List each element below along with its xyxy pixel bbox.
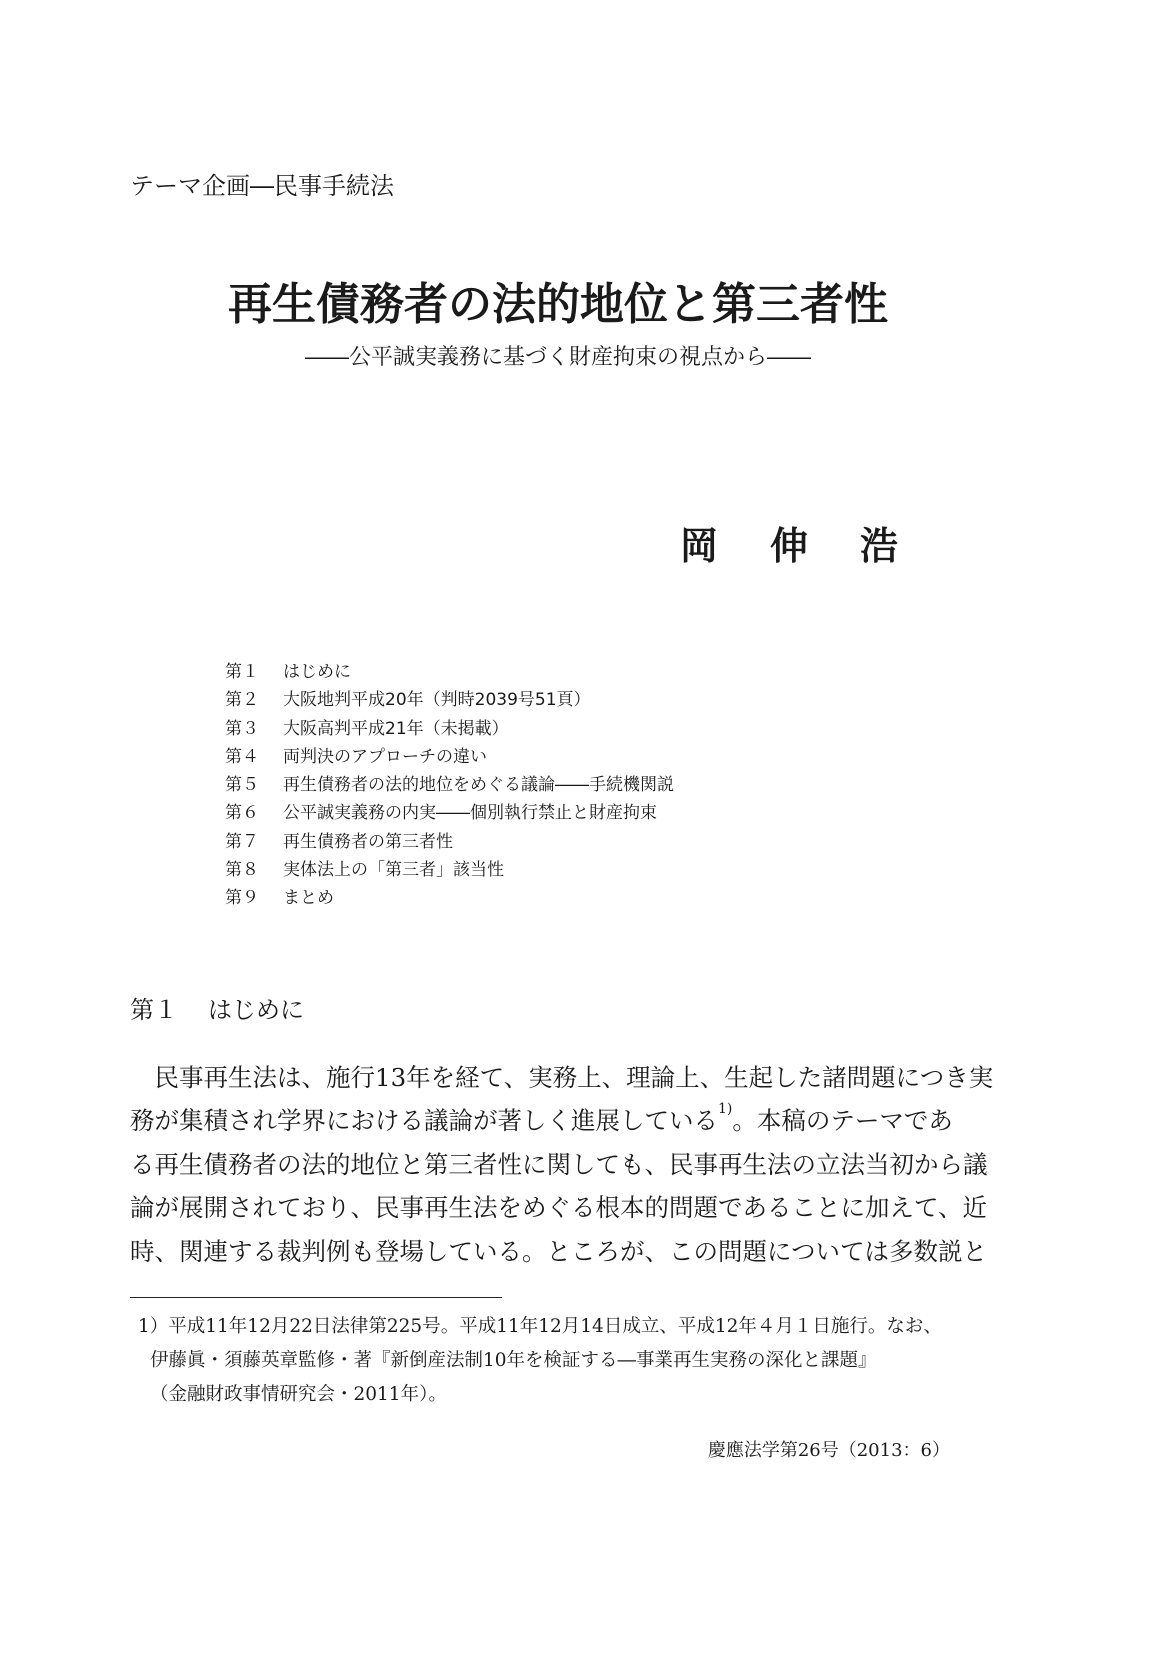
section-number: 第１ <box>130 996 178 1024</box>
toc-number: 第８ <box>225 860 259 881</box>
body-text <box>130 1056 993 1273</box>
toc-label: 再生債務者の法的地位をめぐる議論――手続機関説 <box>283 775 674 796</box>
toc-label: 大阪高判平成21年（未掲載） <box>283 718 509 739</box>
toc-item <box>225 799 674 827</box>
author-char: 岡 <box>680 523 719 568</box>
footnote-line: （金融財政事情研究会・2011年）。 <box>150 1384 447 1405</box>
body-text-span: 務が集積され学界における議論が著しく進展している <box>130 1106 718 1136</box>
toc-number: 第６ <box>225 803 259 824</box>
toc-label: 公平誠実義務の内実――個別執行禁止と財産拘束 <box>283 803 657 824</box>
body-line: 論が展開されており、民事再生法をめぐる根本的問題であることに加えて、近 <box>130 1193 988 1223</box>
body-line: る再生債務者の法的地位と第三者性に関しても、民事再生法の立法当初から議 <box>130 1149 988 1179</box>
toc-item <box>225 771 674 799</box>
toc-label: 再生債務者の第三者性 <box>283 831 453 852</box>
footnote-divider <box>130 1297 502 1298</box>
author-char: 伸 <box>770 523 809 568</box>
author-name <box>680 515 898 570</box>
footnote-line: 1）平成11年12月22日法律第225号。平成11年12月14日成立、平成12年４月１日施行。なお、 <box>138 1316 942 1337</box>
table-of-contents <box>225 658 674 913</box>
toc-number: 第３ <box>225 718 259 739</box>
toc-label: まとめ <box>283 888 334 909</box>
toc-label: 大阪地判平成20年（判時2039号51頁） <box>283 690 591 711</box>
article-subtitle: ――公平誠実義務に基づく財産拘束の視点から―― <box>304 345 811 370</box>
author-char: 浩 <box>860 523 899 568</box>
series-label: テーマ企画―民事手続法 <box>130 172 394 200</box>
footnote-line: 伊藤眞・須藤英章監修・著『新倒産法制10年を検証する―事業再生実務の深化と課題』 <box>150 1350 877 1371</box>
body-line: 時、関連する裁判例も登場している。ところが、この問題については多数説と <box>130 1236 988 1266</box>
toc-number: 第４ <box>225 746 259 767</box>
toc-item <box>225 828 674 856</box>
toc-item <box>225 658 674 686</box>
section-title: はじめに <box>208 996 304 1024</box>
footnote-ref[interactable]: 1) <box>718 1101 733 1118</box>
toc-item <box>225 743 674 771</box>
toc-item <box>225 856 674 884</box>
page-footer: 慶應法学第26号（2013：6） <box>707 1440 950 1461</box>
toc-number: 第７ <box>225 831 259 852</box>
toc-number: 第１ <box>225 662 259 682</box>
section-heading <box>130 990 304 1025</box>
toc-item <box>225 715 674 743</box>
footnote <box>138 1310 942 1412</box>
toc-label: 実体法上の「第三者」該当性 <box>283 860 504 881</box>
toc-number: 第９ <box>225 888 259 909</box>
toc-number: 第５ <box>225 775 259 796</box>
toc-item <box>225 884 674 912</box>
body-text-span: 。本稿のテーマであ <box>732 1106 953 1136</box>
body-line <box>130 1099 993 1142</box>
toc-item <box>225 686 674 714</box>
toc-label: はじめに <box>283 662 351 682</box>
toc-label: 両判決のアプローチの違い <box>283 746 487 767</box>
toc-number: 第２ <box>225 690 259 711</box>
article-title: 再生債務者の法的地位と第三者性 <box>228 279 888 330</box>
body-line: 民事再生法は、施行13年を経て、実務上、理論上、生起した諸問題につき実 <box>130 1063 994 1092</box>
